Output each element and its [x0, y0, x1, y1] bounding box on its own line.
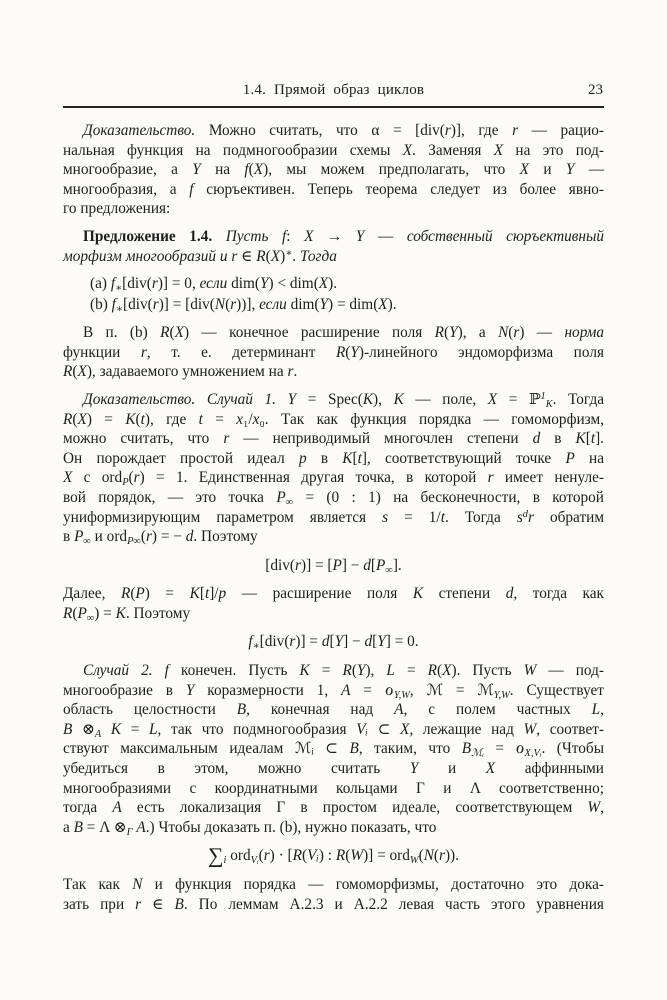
text-line: R(X), задаваемого умножением на r.	[63, 363, 298, 381]
text-line: вой порядок, — это точка $P_\infty = (0$ : 1) на бесконечности, в которой	[63, 488, 604, 508]
text-line: многообразие в Y коразмерности 1, A = ℴ$_{Y,W}$, ℳ = ℳ$_{Y,W}$. Существует	[63, 678, 604, 701]
header-rule	[63, 106, 604, 108]
list-item: (a) $f_∗[div(r)] = 0$, если dim(Y) < dim(X).	[90, 275, 338, 295]
display-formula: $[div(r)] = [P] - d[P_\infty]$.	[265, 556, 402, 576]
script-O-symbol: ℴ	[384, 678, 394, 700]
text-line: многообразиями с координатными кольцами Γ и Λ соответственно;	[63, 779, 604, 797]
paragraph	[63, 121, 604, 219]
text-line: Случай 2. f конечен. Пусть K = R(Y), L = R(X). Пусть W — под-	[83, 662, 605, 680]
text-line: B $\otimes_A$ K = L, так что подмногообразия Vᵢ ⊂ X, лежащие над W, соответ-	[63, 720, 605, 740]
text-line: X с ord$_P$(r) = 1. Единственная другая точка, в которой r имеет ненуле-	[63, 469, 604, 489]
page-content	[63, 82, 604, 922]
display-formula: $f_∗[div(r)] = d[Y] - d[Y] = 0$.	[248, 633, 419, 653]
text-line: морфизм многообразий и r ∈ R(X)∗. Тогда	[63, 247, 337, 265]
page-body	[63, 121, 604, 914]
text-line: В п. (b) R(X) — конечное расширение поля R(Y), а N(r) — норма	[83, 324, 605, 342]
page-header	[63, 82, 604, 102]
text-line: R(X) = K(t), где t = x₁/x₀. Так как функция порядка — гомоморфизм,	[63, 410, 604, 428]
running-head: 1.4. Прямой образ циклов	[242, 82, 425, 98]
summation-symbol: ∑	[208, 844, 224, 868]
text-line: Он порождает простой идеал p в K[t], соответствующий точке P на	[63, 449, 604, 467]
paragraph	[63, 584, 604, 623]
text-line: область целостности B, конечная над A, с полем частных L,	[63, 701, 604, 719]
paragraph	[63, 390, 604, 547]
text-line: в $P_\infty$ и ord$_{P\infty}$(r) = − d. Поэтому	[63, 528, 258, 547]
text-line: функции r, т. е. детерминант R(Y)-линейного эндоморфизма поля	[63, 343, 604, 361]
text-line: а B = Λ $\otimes_\Gamma$ A.) Чтобы доказать п. (b), нужно показать, что	[63, 818, 437, 838]
text-line: $R(P_\infty) = K$. Поэтому	[63, 604, 191, 624]
display-formula: $\sum_i$ ord$_{Vᵢ}$(r) · [R(Vᵢ) : R(W)] = ord$_W$(N(r)).	[208, 844, 459, 868]
paragraph	[63, 323, 604, 382]
text-line: Так как N и функция порядка — гомоморфизмы, достаточно это дока-	[63, 876, 604, 893]
text-line: Предложение 1.4. Пусть f: X → Y — собственный сюръективный	[83, 227, 605, 245]
list-item: (b) $f_∗[div(r)] = [div(N(r))]$, если dim(Y) = dim(X).	[90, 295, 397, 315]
text-line: можно считать, что r — неприводимый многочлен степени d в K[t].	[63, 430, 604, 448]
text-line: тогда A есть локализация Γ в простом идеале, соответствующем W,	[63, 799, 604, 817]
text-line: Доказательство. Можно считать, что α = [div(r)], где r — рацио-	[83, 122, 604, 139]
text-line: ствуют максимальным идеалам ℳᵢ ⊂ B, таким, что $B_{ℳᵢ}$ = ℴ$_{X,Vᵢ}$. (Чтобы	[63, 737, 604, 760]
script-O-symbol: ℴ	[515, 737, 525, 759]
text-line: Доказательство. Случай 1. Y = Spec(K), K — поле, X = ℙ$^1_K$. Тогда	[83, 390, 605, 410]
text-line: убедиться в этом, можно считать Y и X аффинными	[63, 760, 604, 778]
text-line: Далее, R(P) = K[t]/p — расширение поля K степени d, тогда как	[63, 585, 604, 603]
text-line: нальная функция на подмногообразии схемы X. Заменяя X на это под-	[63, 141, 605, 159]
page-number: 23	[588, 82, 603, 98]
text-line: униформизирующим параметром является s = 1/t. Тогда $s^dr$ обратим	[63, 508, 605, 526]
text-line: зать при r ∈ B. По леммам А.2.3 и А.2.2 левая часть этого уравнения	[63, 895, 604, 913]
text-line: го предложения:	[63, 200, 171, 218]
enumerated-list	[63, 274, 604, 315]
text-line: многообразия, а f сюръективен. Теперь теорема следует из более явно-	[63, 180, 604, 198]
text-line: многообразие, а Y на f(X), мы можем предполагать, что X и Y —	[63, 161, 604, 179]
paragraph	[63, 661, 604, 837]
paragraph	[63, 227, 604, 266]
paragraph	[63, 875, 604, 914]
